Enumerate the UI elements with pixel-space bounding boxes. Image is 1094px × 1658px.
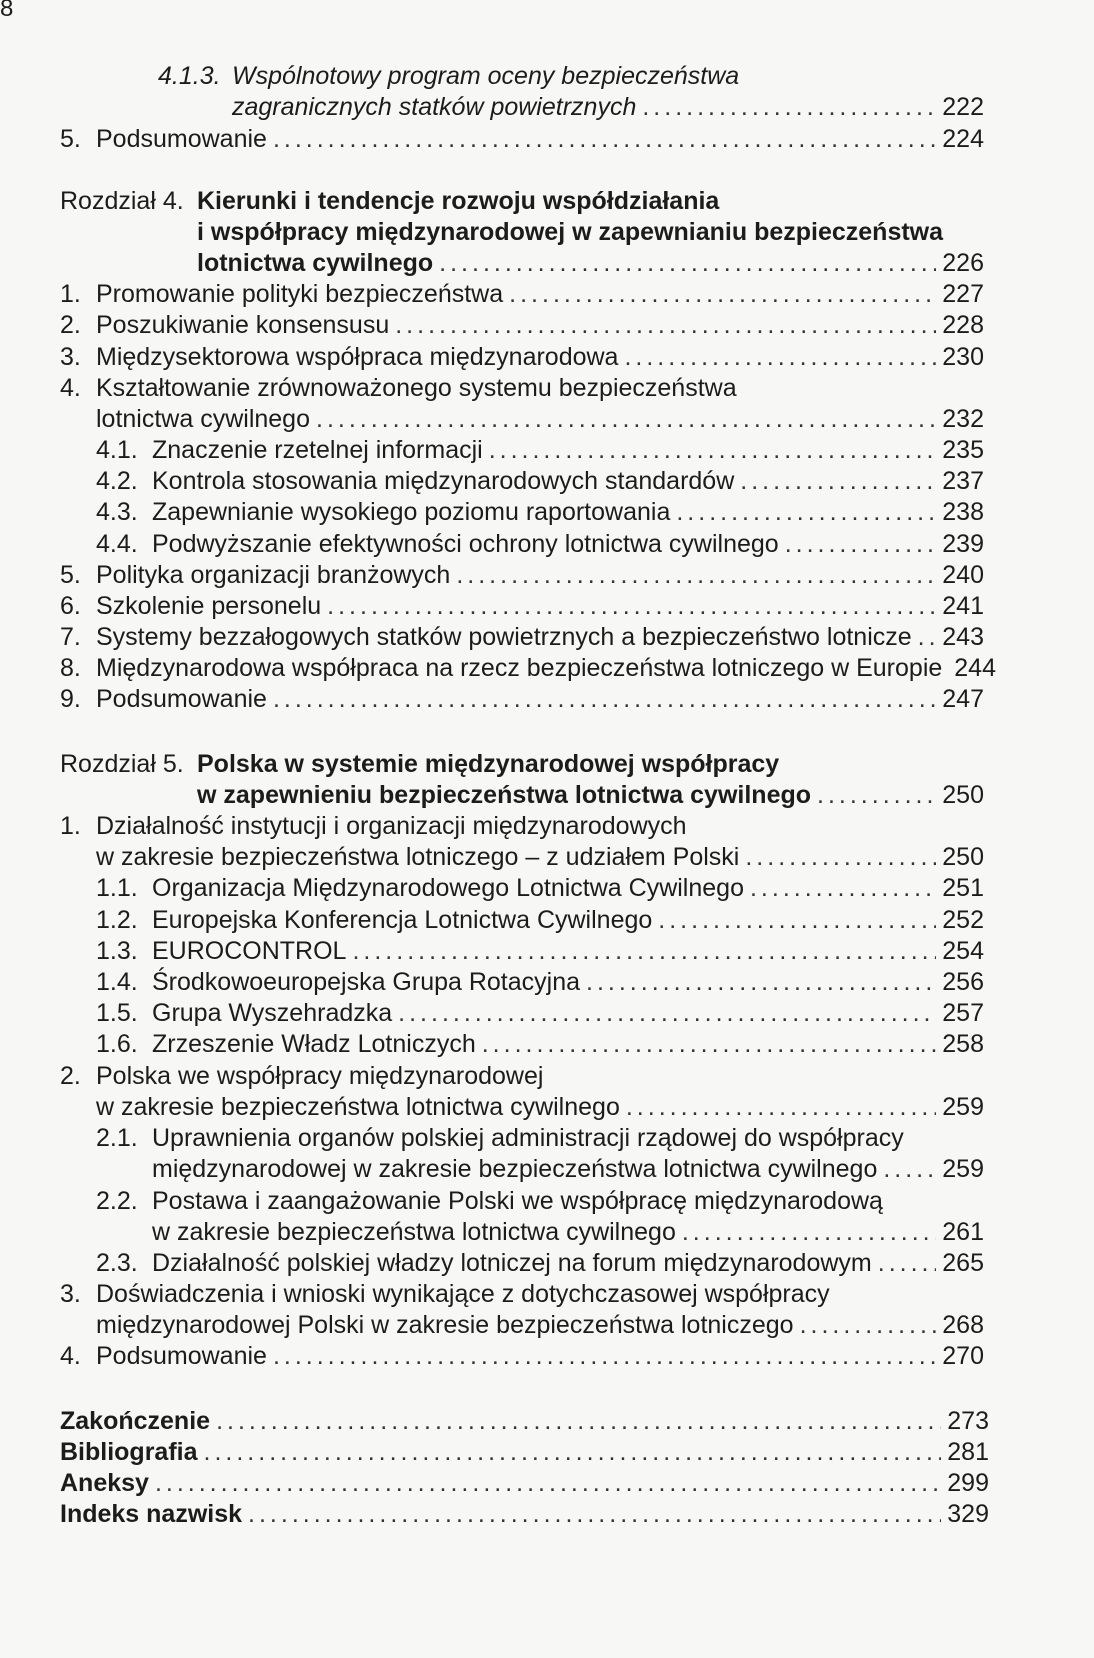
toc-text: Szkolenie personelu [96, 592, 322, 620]
toc-text: w zakresie bezpieczeństwa lotnictwa cywilnego [96, 1093, 620, 1121]
toc-entry[interactable] [96, 620, 984, 654]
leader-dots [398, 996, 936, 1030]
toc-text: Podsumowanie [96, 685, 267, 713]
toc-text: Systemy bezzałogowych statków powietrznych a bezpieczeństwo lotnicze [96, 623, 912, 651]
toc-page: 257 [942, 999, 984, 1027]
chapter-label: Rozdział 4. [60, 187, 184, 215]
toc-number: 4.2. [96, 467, 138, 495]
toc-page: 268 [942, 1311, 984, 1339]
toc-page: 256 [942, 968, 984, 996]
toc-text: Organizacja Międzynarodowego Lotnictwa Cywilnego [152, 874, 744, 902]
toc-text: Środkowoeuropejska Grupa Rotacyjna [152, 968, 581, 996]
toc-number: 4.4. [96, 530, 138, 558]
leader-dots [395, 308, 936, 342]
toc-text: Postawa i zaangażowanie Polski we współpracę międzynarodową [152, 1187, 883, 1215]
leader-dots [482, 1027, 937, 1061]
leader-dots [439, 246, 936, 280]
leader-dots [785, 527, 937, 561]
toc-text: międzynarodowej w zakresie bezpieczeństwa lotnictwa cywilnego [152, 1155, 878, 1183]
toc-entry[interactable] [96, 1090, 984, 1124]
toc-text: Podsumowanie [96, 1342, 267, 1370]
toc-text: międzynarodowej Polski w zakresie bezpieczeństwa lotniczego [96, 1311, 794, 1339]
toc-number: 5. [60, 561, 81, 589]
toc-entry[interactable] [232, 90, 984, 124]
toc-page: 252 [942, 906, 984, 934]
toc-entry[interactable] [60, 1497, 989, 1531]
toc-page: 258 [942, 1030, 984, 1058]
toc-number: 1. [60, 812, 81, 840]
toc-number: 4.1. [96, 436, 138, 464]
toc-page: 238 [942, 498, 984, 526]
toc-entry[interactable] [96, 340, 984, 374]
toc-page: 259 [942, 1093, 984, 1121]
toc-number: 1.5. [96, 999, 138, 1027]
leader-dots [216, 1404, 941, 1438]
toc-entry[interactable] [96, 402, 984, 436]
toc-text: Aneksy [60, 1469, 149, 1497]
toc-text: EUROCONTROL [152, 937, 347, 965]
leader-dots [750, 871, 936, 905]
toc-entry[interactable] [152, 464, 984, 498]
toc-number: 1.4. [96, 968, 138, 996]
toc-entry[interactable] [96, 589, 984, 623]
toc-text: Doświadczenia i wnioski wynikające z dotychczasowej współpracy [96, 1280, 830, 1308]
toc-entry[interactable] [60, 1435, 989, 1469]
toc-page: 299 [947, 1469, 989, 1497]
leader-dots [624, 340, 936, 374]
leader-dots [682, 1215, 936, 1249]
toc-text: Grupa Wyszehradzka [152, 999, 393, 1027]
toc-page: 237 [942, 467, 984, 495]
chapter-label: Rozdział 5. [60, 750, 184, 778]
toc-number: 4.1.3. [158, 62, 221, 90]
leader-dots [489, 433, 937, 467]
leader-dots [626, 1090, 936, 1124]
leader-dots [456, 558, 936, 592]
toc-page: 261 [942, 1218, 984, 1246]
toc-number: 9. [60, 685, 81, 713]
leader-dots [273, 682, 936, 716]
toc-number: 4. [60, 374, 81, 402]
toc-number: 4.3. [96, 498, 138, 526]
toc-page: 232 [942, 405, 984, 433]
toc-number: 2. [60, 311, 81, 339]
toc-entry[interactable] [152, 1246, 984, 1280]
toc-number: 1.1. [96, 874, 138, 902]
toc-page: 235 [942, 436, 984, 464]
toc-entry[interactable] [197, 246, 984, 280]
leader-dots [817, 778, 936, 812]
toc-number: 6. [60, 592, 81, 620]
toc-page: 230 [942, 343, 984, 371]
toc-entry[interactable] [152, 903, 984, 937]
toc-text: Zapewnianie wysokiego poziomu raportowania [152, 498, 671, 526]
toc-page: 239 [942, 530, 984, 558]
toc-text: Bibliografia [60, 1438, 198, 1466]
toc-text: Podwyższanie efektywności ochrony lotnictwa cywilnego [152, 530, 779, 558]
toc-text: Znaczenie rzetelnej informacji [152, 436, 483, 464]
leader-dots [658, 903, 936, 937]
leader-dots [800, 1308, 937, 1342]
toc-text: w zakresie bezpieczeństwa lotnictwa cywilnego [152, 1218, 676, 1246]
toc-text: Działalność instytucji i organizacji międzynarodowych [96, 812, 687, 840]
toc-number: 2.2. [96, 1187, 138, 1215]
leader-dots [327, 589, 936, 623]
chapter-title: Kierunki i tendencje rozwoju współdziałania [197, 187, 720, 215]
toc-entry[interactable] [96, 840, 984, 874]
toc-number: 1.6. [96, 1030, 138, 1058]
toc-entry[interactable] [96, 277, 984, 311]
toc-page: 226 [942, 249, 984, 277]
leader-dots [918, 620, 937, 654]
toc-number: 2.1. [96, 1124, 138, 1152]
toc-number: 1.2. [96, 906, 138, 934]
toc-entry[interactable] [152, 965, 984, 999]
toc-page: 329 [947, 1500, 989, 1528]
toc-entry[interactable] [152, 1027, 984, 1061]
leader-dots [273, 1339, 936, 1373]
toc-entry[interactable] [197, 778, 984, 812]
toc-number: 4. [60, 1342, 81, 1370]
toc-page: 259 [942, 1155, 984, 1183]
toc-number: 5. [60, 125, 81, 153]
toc-entry[interactable] [152, 495, 984, 529]
toc-page: 265 [942, 1249, 984, 1277]
toc-entry[interactable] [96, 308, 984, 342]
toc-page: 244 [954, 654, 996, 682]
toc-entry[interactable] [152, 1215, 984, 1249]
chapter-title: i współpracy międzynarodowej w zapewnianiu bezpieczeństwa [197, 218, 944, 246]
toc-page: 224 [942, 125, 984, 153]
leader-dots [248, 1497, 941, 1531]
toc-number: 2.3. [96, 1249, 138, 1277]
chapter-title: w zapewnieniu bezpieczeństwa lotnictwa cywilnego [197, 781, 812, 809]
toc-page: 281 [947, 1438, 989, 1466]
toc-page: 254 [942, 937, 984, 965]
toc-page: 241 [942, 592, 984, 620]
toc-text: Wspólnotowy program oceny bezpieczeństwa [232, 62, 740, 90]
toc-text: Zakończenie [60, 1407, 211, 1435]
leader-dots [273, 122, 936, 156]
toc-page: 243 [942, 623, 984, 651]
toc-entry[interactable] [152, 996, 984, 1030]
leader-dots [745, 840, 936, 874]
toc-entry[interactable] [96, 1339, 984, 1373]
toc-entry[interactable] [60, 1466, 989, 1500]
toc-text: Działalność polskiej władzy lotniczej na forum międzynarodowym [152, 1249, 872, 1277]
toc-entry[interactable] [96, 651, 996, 685]
toc-text: w zakresie bezpieczeństwa lotniczego – z udziałem Polski [96, 843, 740, 871]
toc-text: Polska we współpracy międzynarodowej [96, 1062, 544, 1090]
toc-page: 251 [942, 874, 984, 902]
toc-number: 3. [60, 1280, 81, 1308]
toc-text: Poszukiwanie konsensusu [96, 311, 390, 339]
toc-number: 8. [60, 654, 81, 682]
toc-number: 3. [60, 343, 81, 371]
toc-entry[interactable] [96, 122, 984, 156]
toc-text: Indeks nazwisk [60, 1500, 243, 1528]
toc-page: 250 [942, 781, 984, 809]
toc-text: Zrzeszenie Władz Lotniczych [152, 1030, 476, 1058]
toc-page: 222 [942, 93, 984, 121]
leader-dots [740, 464, 936, 498]
toc-text: Podsumowanie [96, 125, 267, 153]
toc-page: 250 [942, 843, 984, 871]
toc-page: 270 [942, 1342, 984, 1370]
toc-entry[interactable] [96, 682, 984, 716]
toc-entry[interactable] [96, 1308, 984, 1342]
toc-entry[interactable] [152, 934, 984, 968]
toc-entry[interactable] [152, 1152, 984, 1186]
leader-dots [155, 1466, 941, 1500]
toc-text: zagranicznych statków powietrznych [232, 93, 637, 121]
toc-text: Kształtowanie zrównoważonego systemu bezpieczeństwa [96, 374, 737, 402]
toc-text: Promowanie polityki bezpieczeństwa [96, 280, 504, 308]
toc-number: 2. [60, 1062, 81, 1090]
toc-number: 7. [60, 623, 81, 651]
leader-dots [642, 90, 936, 124]
toc-entry[interactable] [60, 1404, 989, 1438]
toc-number: 1.3. [96, 937, 138, 965]
leader-dots [883, 1152, 936, 1186]
toc-text: Europejska Konferencja Lotnictwa Cywilnego [152, 906, 653, 934]
toc-text: Polityka organizacji branżowych [96, 561, 451, 589]
page-number: 8 [0, 0, 14, 22]
leader-dots [204, 1435, 942, 1469]
toc-page: 273 [947, 1407, 989, 1435]
toc-page: 227 [942, 280, 984, 308]
chapter-title: lotnictwa cywilnego [197, 249, 434, 277]
chapter-title: Polska w systemie międzynarodowej współpracy [197, 750, 780, 778]
leader-dots [352, 934, 936, 968]
toc-text: Uprawnienia organów polskiej administracji rządowej do współpracy [152, 1124, 904, 1152]
leader-dots [316, 402, 936, 436]
leader-dots [676, 495, 936, 529]
toc-page: 240 [942, 561, 984, 589]
toc-page: 228 [942, 311, 984, 339]
toc-text: Międzynarodowa współpraca na rzecz bezpieczeństwa lotniczego w Europie [96, 654, 943, 682]
toc-entry[interactable] [152, 871, 984, 905]
toc-text: Kontrola stosowania międzynarodowych standardów [152, 467, 735, 495]
toc-text: Międzysektorowa współpraca międzynarodowa [96, 343, 619, 371]
toc-entry[interactable] [96, 558, 984, 592]
leader-dots [878, 1246, 937, 1280]
toc-number: 1. [60, 280, 81, 308]
toc-entry[interactable] [152, 527, 984, 561]
toc-page: 247 [942, 685, 984, 713]
toc-entry[interactable] [152, 433, 984, 467]
leader-dots [509, 277, 936, 311]
toc-text: lotnictwa cywilnego [96, 405, 310, 433]
leader-dots [586, 965, 936, 999]
